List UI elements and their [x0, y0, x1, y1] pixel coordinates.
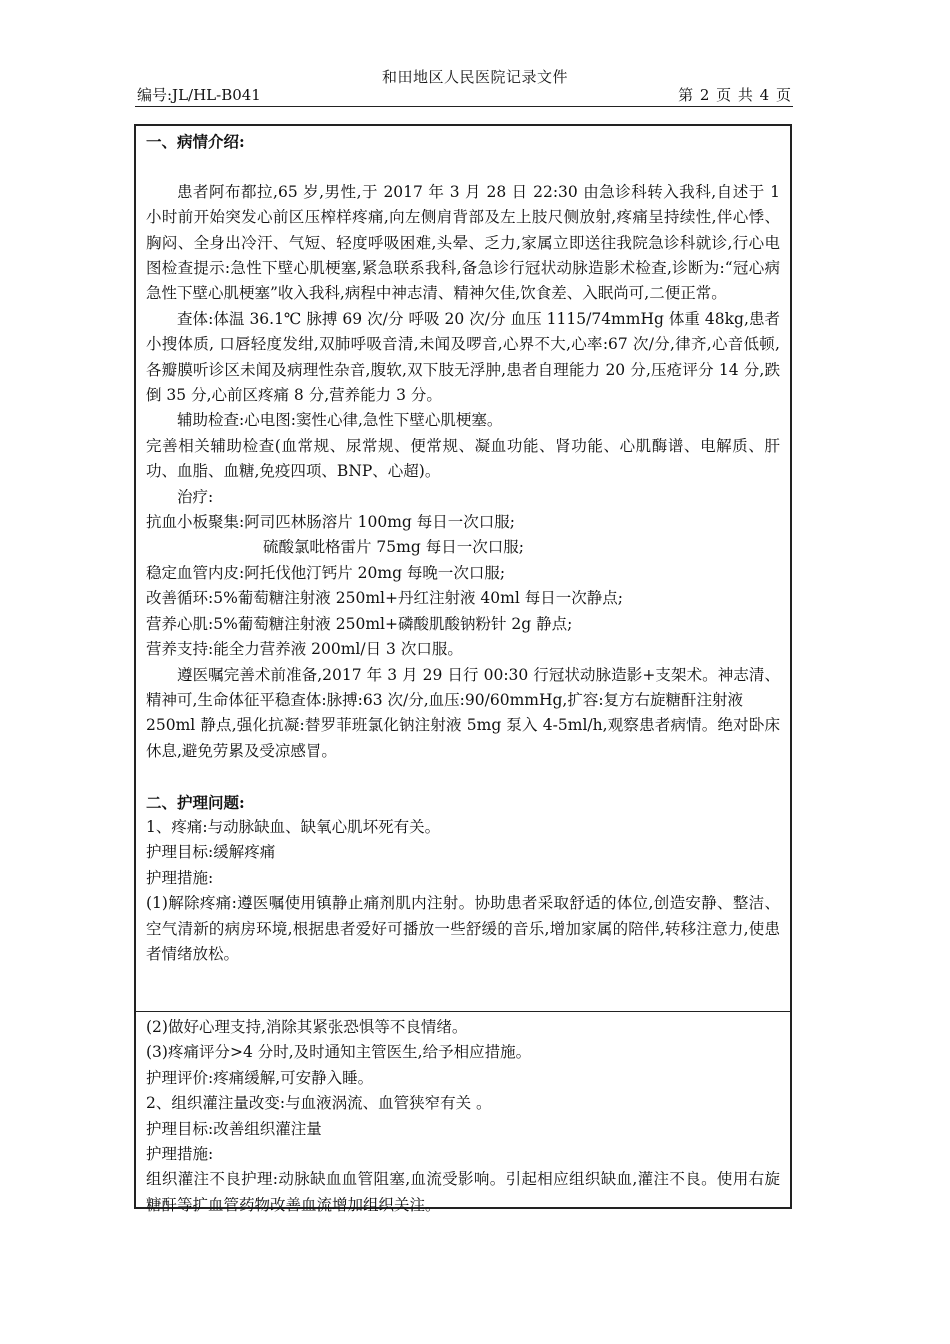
record-box-main [134, 124, 792, 1012]
treatment-circulation: 改善循环:5%葡萄糖注射液 250ml+丹红注射液 40ml 每日一次静点; [146, 589, 623, 608]
problem-pain-title: 1、疼痛:与动脉缺血、缺氧心肌坏死有关。 [146, 817, 441, 836]
spacer [146, 154, 780, 179]
problem-pain-goal: 护理目标:缓解疼痛 [146, 843, 276, 862]
problem-pain-measures-label: 护理措施: [146, 868, 214, 887]
surgery-note: 遵医嘱完善术前准备,2017 年 3 月 29 日行 00:30 行冠状动脉造影+支架术。神志清、精神可,生命体征平稳查体:脉搏:63 次/分,血压:90/60mmHg,扩容:复方右旋糖酐注射液 [146, 665, 780, 709]
auxiliary-exam-more: 完善相关辅助检查(血常规、尿常规、便常规、凝血功能、肾功能、心肌酶谱、电解质、肝功、血脂、血糖,免疫四项、BNP、心超)。 [146, 436, 780, 481]
treatment-endothelium: 稳定血管内皮:阿托伐他汀钙片 20mg 每晚一次口服; [146, 563, 506, 582]
record-box-continued [134, 1012, 792, 1214]
problem-pain-measure-2: (2)做好心理支持,消除其紧张恐惧等不良情绪。 [146, 1018, 468, 1036]
section-heading-nursing: 二、护理问题: [146, 792, 245, 812]
problem-pain-evaluation: 护理评价:疼痛缓解,可安静入睡。 [146, 1068, 374, 1087]
problem-perfusion-measure-1: 组织灌注不良护理:动脉缺血血管阻塞,血流受影响。引起相应组织缺血,灌注不良。使用右旋糖酐等扩血管药物改善血流增加组织关注。 [146, 1170, 780, 1214]
document-title: 和田地区人民医院记录文件 [381, 68, 568, 86]
problem-perfusion-title: 2、组织灌注量改变:与血液涡流、血管狭窄有关 。 [146, 1094, 492, 1113]
problem-pain-measure-1: (1)解除疼痛:遵医嘱使用镇静止痛剂肌内注射。协助患者采取舒适的体位,创造安静、整洁、空气清新的病房环境,根据患者爱好可播放一些舒缓的音乐,增加家属的陪伴,转移注意力,使患者情绪放松。 [146, 894, 780, 963]
header-divider [135, 106, 793, 107]
document-code: 编号:JL/HL-B041 [137, 86, 261, 104]
treatment-nutrition: 营养支持:能全力营养液 200ml/日 3 次口服。 [146, 640, 463, 659]
section-heading-condition: 一、病情介绍: [146, 132, 245, 151]
treatment-myocardium: 营养心肌:5%葡萄糖注射液 250ml+磷酸肌酸钠粉针 2g 静点; [146, 614, 573, 633]
auxiliary-exam: 辅助检查:心电图:窦性心律,急性下壁心肌梗塞。 [177, 411, 503, 430]
record-content-continued [136, 1012, 790, 1218]
problem-perfusion-measures-label: 护理措施: [146, 1145, 214, 1164]
treatment-antiplatelet: 抗血小板聚集:阿司匹林肠溶片 100mg 每日一次口服; [146, 513, 516, 532]
problem-pain-measure-3: (3)疼痛评分>4 分时,及时通知主管医生,给予相应措施。 [146, 1043, 532, 1062]
surgery-note-continued: 250ml 静点,强化抗凝:替罗菲班氯化钠注射液 5mg 泵入 4-5ml/h,观察患者病情。绝对卧床休息,避免劳累及受凉感冒。 [146, 716, 780, 760]
physical-exam: 查体:体温 36.1℃ 脉搏 69 次/分 呼吸 20 次/分 血压 1115/74mmHg 体重 48kg,患者小搜体质, 口唇轻度发绀,双肺呼吸音清,未闻及啰音,心界不大,心率:67 次/分,律齐,心音低顿,各瓣膜听诊区未闻及病理性杂音,腹软,双下肢无浮肿,患者自理能力 20 分,压疮评分 14 分,跌倒 35 分,心前区疼痛 8 分,营养能力 3 分。 [146, 309, 780, 405]
page-indicator: 第 2 页 共 4 页 [678, 86, 792, 104]
spacer [146, 764, 780, 789]
treatment-label: 治疗: [177, 487, 214, 506]
condition-intro: 患者阿布都拉,65 岁,男性,于 2017 年 3 月 28 日 22:30 由急诊科转入我科,自述于 1 小时前开始突发心前区压榨样疼痛,向左侧肩背部及左上肢尺侧放射,疼痛呈持续性,伴心悸、胸闷、全身出冷汗、气短、轻度呼吸困难,头晕、乏力,家属立即送往我院急诊科就诊,行心电图检查提示:急性下壁心肌梗塞,紧急联系我科,备急诊行冠状动脉造影术检查,诊断为:“冠心病 急性下壁心肌梗塞”收入我科,病程中神志清、精神欠佳,饮食差、入眠尚可,二便正常。 [146, 182, 780, 303]
problem-perfusion-goal: 护理目标:改善组织灌注量 [146, 1119, 322, 1138]
record-content-main [136, 126, 790, 967]
treatment-antiplatelet-2: 硫酸氯吡格雷片 75mg 每日一次口服; [263, 538, 524, 557]
